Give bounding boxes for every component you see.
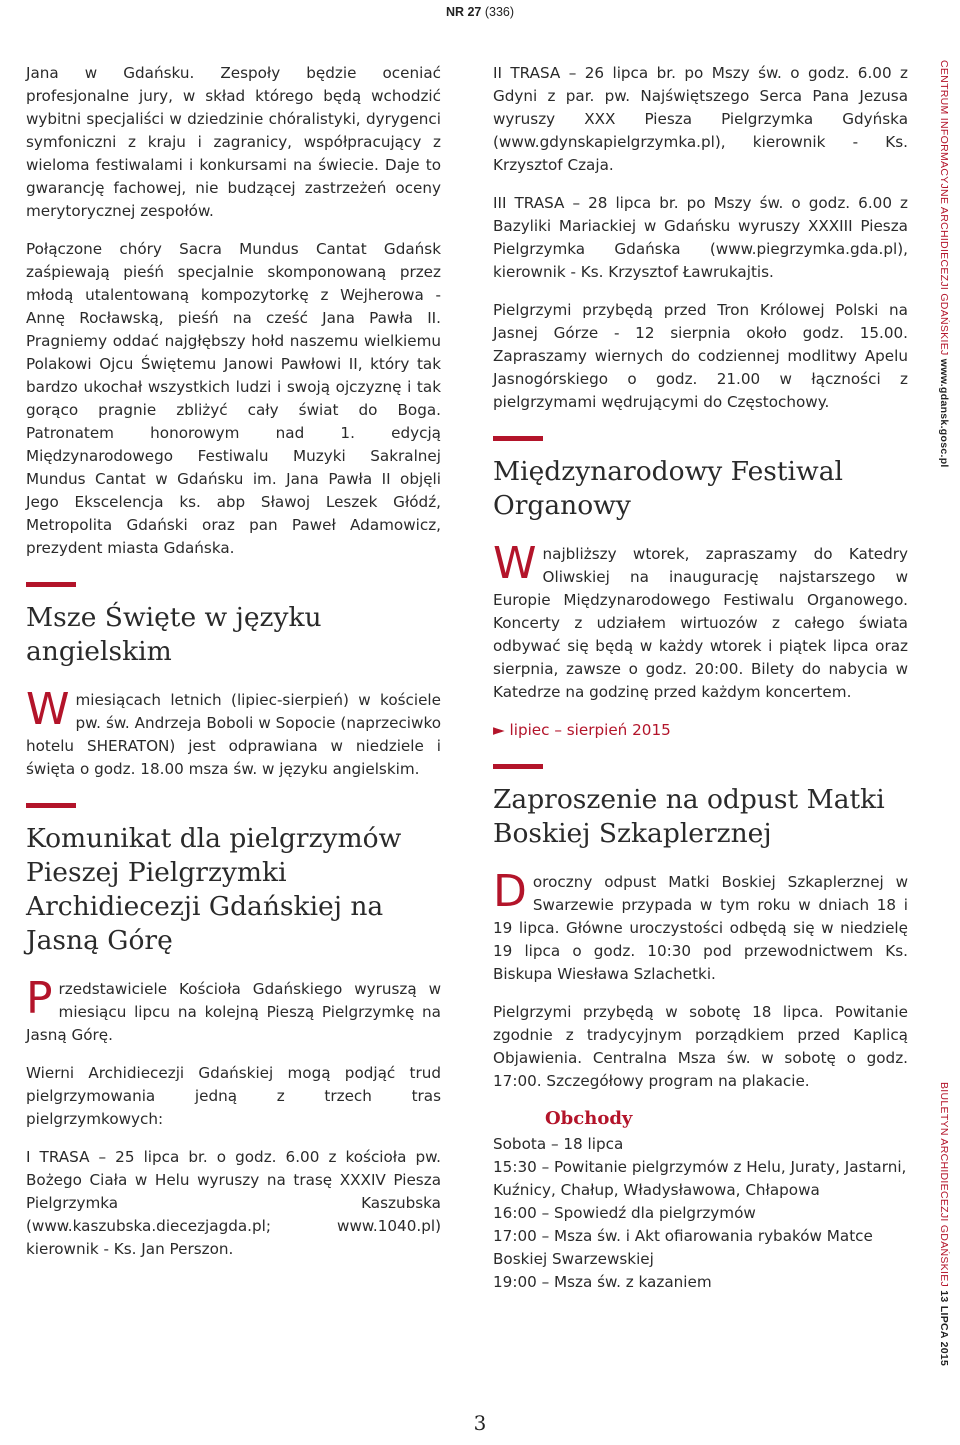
arrival-paragraph: Pielgrzymi przybędą przed Tron Królowej Polski na Jasnej Górze - 12 sierpnia około godz. 15.00. Zapraszamy wiernych do codziennej modlitwy Apelu Jasnogórskiego o godz. 21.00 w łączności z pielgrzymami wędrującymi do Częstochowy. [493,301,908,411]
organ-dates: ► lipiec – sierpień 2015 [493,721,671,739]
dropcap: P [26,973,53,1024]
dropcap: D [493,866,527,917]
schedule-item: 17:00 – Msza św. i Akt ofiarowania rybaków Matce Boskiej Swarzewskiej [493,1227,873,1268]
issue-header [0,5,960,19]
masses-heading: Msze Święte w języku angielskim [26,602,322,667]
odpust-paragraph-1 [493,866,908,986]
right-column [493,62,908,1294]
masses-text: miesiącach letnich (lipiec-sierpień) w kościele pw. św. Andrzeja Boboli w Sopocie (naprzeciwko hotelu SHERATON) jest odprawiana w niedziele i święta o godz. 18.00 msza św. w języku angielskim. [26,691,441,778]
sidebar-bottom-label: BIULETYN ARCHIDIECEZJI GDAŃSKIEJ [938,1082,950,1288]
organ-heading: Międzynarodowy Festiwal Organowy [493,456,843,521]
odpust-heading: Zaproszenie na odpust Matki Boskiej Szkaplerznej [493,784,885,849]
festival-paragraph-1: Jana w Gdańsku. Zespoły będzie oceniać profesjonalne jury, w skład którego będą wchodzić wybitni specjaliści w dziedzinie chóralistyki, dyrygenci symfoniczni z kraju i zagranicy, współpracujący z wieloma festiwalami i konkursami na świecie. Daje to gwarancję fachowej, nie budzącej zastrzeżeń oceny merytorycznej zespołów. [26,64,441,220]
route-2: II TRASA – 26 lipca br. po Mszy św. o godz. 6.00 z Gdyni z par. pw. Najświętszego Serca Pana Jezusa wyruszy XXX Piesza Pielgrzymka Gdyńska (www.gdynskapielgrzymka.pl), kierownik - Ks. Krzysztof Czaja. [493,64,908,174]
section-divider [26,803,76,808]
dropcap: W [493,538,537,589]
route-3: III TRASA – 28 lipca br. po Mszy św. o godz. 6.00 z Bazyliki Mariackiej w Gdańsku wyruszy XXXIII Piesza Pielgrzymka Gdańska (www.piegrzymka.gda.pl), kierownik - Ks. Krzysztof Ławrukajtis. [493,194,908,281]
route-1: I TRASA – 25 lipca br. o godz. 6.00 z kościoła pw. Bożego Ciała w Helu wyruszy na trasę XXXIV Piesza Pielgrzymka Kaszubska (www.kaszubska.diecezjagda.pl; www.1040.pl) kierownik - Ks. Jan Perszon. [26,1148,441,1258]
schedule-item: Sobota – 18 lipca [493,1135,624,1153]
schedule-list [493,1133,908,1294]
schedule-item: 15:30 – Powitanie pielgrzymów z Helu, Juraty, Jastarni, Kuźnicy, Chałup, Władysławowa, Chłapowa [493,1158,907,1199]
pilgrim-paragraph-1 [26,973,441,1047]
dropcap: W [26,684,70,735]
sidebar-top-label: CENTRUM INFORMACYJNE ARCHIDIECEZJI GDAŃSKIEJ [938,60,950,356]
obchody-heading: Obchody [545,1108,633,1129]
left-column [26,62,441,1276]
masses-paragraph [26,684,441,781]
sidebar-bottom [938,1082,950,1366]
schedule-item: 19:00 – Msza św. z kazaniem [493,1273,712,1291]
odpust-paragraph-2: Pielgrzymi przybędą w sobotę 18 lipca. Powitanie zgodnie z tradycyjnym porządkiem przed Kaplicą Objawienia. Centralna Msza św. w sobotę o godz. 17:00. Szczegółowy program na plakacie. [493,1003,908,1090]
schedule-item: 16:00 – Spowiedź dla pielgrzymów [493,1204,756,1222]
issue-number: (336) [484,5,515,19]
page-number: 3 [473,1411,487,1435]
pilgrim-heading: Komunikat dla pielgrzymów Pieszej Pielgrzymki Archidiecezji Gdańskiej na Jasną Górę [26,823,402,956]
sidebar-date: 13 LIPCA 2015 [938,1290,950,1367]
festival-paragraph-2: Połączone chóry Sacra Mundus Cantat Gdańsk zaśpiewają pieśń specjalnie skomponowaną przez młodą utalentowaną kompozytorkę z Wejherowa - Annę Rocławską, pieśń na cześć Jana Pawła II. Pragniemy oddać najgłębszy hołd naszemu wielkiemu Polakowi Ojcu Świętemu Janowi Pawłowi II, który tak bardzo ukochał wszystkich ludzi i swoją ojczyznę i tak gorąco pragnie zbliżyć cały świat do Boga. Patronatem honorowym nad 1. edycją Międzynarodowego Festiwalu Muzyki Sakralnej Mundus Cantat w Gdańsku im. Jana Pawła II objęli Jego Ekscelencja ks. abp Sławoj Leszek Głódź, Metropolita Gdański oraz pan Paweł Adamowicz, prezydent miasta Gdańska. [26,240,441,557]
pilgrim-text-1: rzedstawiciele Kościoła Gdańskiego wyruszą w miesiącu lipcu na kolejną Pieszą Pielgrzymkę na Jasną Górę. [26,980,441,1044]
section-divider [493,764,543,769]
section-divider [493,436,543,441]
section-divider [26,582,76,587]
issue-label: NR 27 [445,5,482,19]
sidebar-url-link[interactable]: www.gdansk.gosc.pl [938,358,950,468]
organ-text: najbliższy wtorek, zapraszamy do Katedry Oliwskiej na inaugurację najstarszego w Europie Międzynarodowego Festiwalu Organowego. Koncerty z udziałem wirtuozów z całego świata odbywać się będą w każdy wtorek i piątek lipca oraz sierpnia, zawsze o godz. 20:00. Bilety do nabycia w Katedrze na godzinę przed każdym koncertem. [493,545,908,701]
pilgrim-paragraph-2: Wierni Archidiecezji Gdańskiej mogą podjąć trud pielgrzymowania jedną z trzech tras pielgrzymkowych: [26,1064,441,1128]
odpust-text-1: oroczny odpust Matki Boskiej Szkaplerznej w Swarzewie przypada w tym roku w dniach 18 i 19 lipca. Główne uroczystości odbędą się w niedzielę 19 lipca o godz. 10:30 pod przewodnictwem Ks. Biskupa Wiesława Szlachetki. [493,873,908,983]
organ-paragraph [493,538,908,704]
sidebar-top [938,60,950,468]
